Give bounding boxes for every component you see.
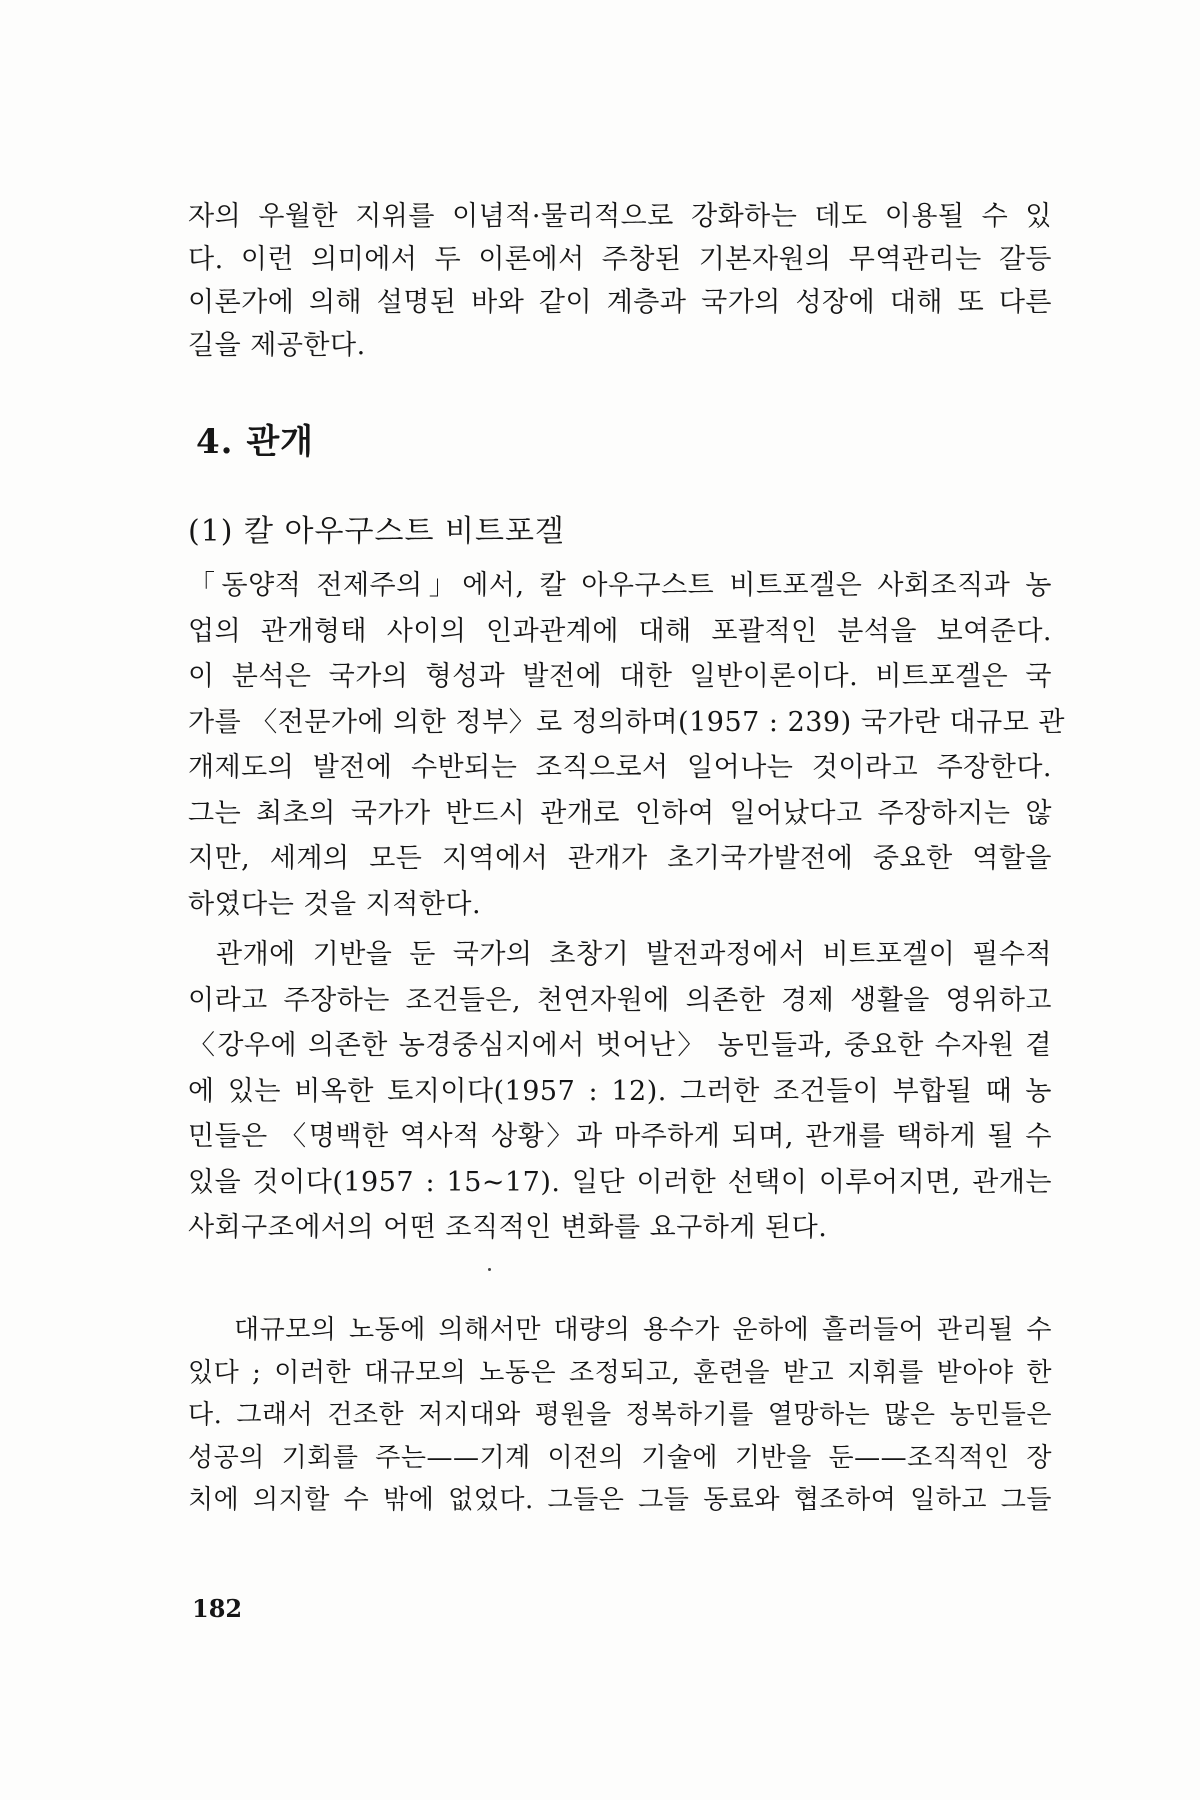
text-line: 「동양적 전제주의」에서, 칼 아우구스트 비트포겔은 사회조직과 농 (188, 570, 1052, 601)
text-line: 다. 이런 의미에서 두 이론에서 주창된 기본자원의 무역관리는 갈등 (188, 244, 1052, 275)
text-line: 있다 ; 이러한 대규모의 노동은 조정되고, 훈련을 받고 지휘를 받아야 한 (188, 1357, 1052, 1388)
subsection-heading: (1) 칼 아우구스트 비트포겔 (188, 514, 565, 549)
text-line: 민들은 〈명백한 역사적 상황〉과 마주하게 되며, 관개를 택하게 될 수 (188, 1121, 1052, 1152)
text-line: 치에 의지할 수 밖에 없었다. 그들은 그들 동료와 협조하여 일하고 그들 (188, 1485, 1052, 1515)
text-line: 이 분석은 국가의 형성과 발전에 대한 일반이론이다. 비트포겔은 국 (188, 661, 1052, 692)
stray-dot (488, 1268, 491, 1271)
text-line: 길을 제공한다. (188, 330, 366, 361)
text-line: 대규모의 노동에 의해서만 대량의 용수가 운하에 흘러들어 관리될 수 (234, 1315, 1052, 1345)
text-line: 가를 〈전문가에 의한 정부〉로 정의하며(1957 : 239) 국가란 대규모 관 (188, 706, 1065, 738)
text-line: 하였다는 것을 지적한다. (188, 888, 482, 920)
text-line: 다. 그래서 건조한 저지대와 평원을 정복하기를 열망하는 많은 농민들은 (188, 1400, 1052, 1430)
page-number: 182 (192, 1594, 243, 1623)
text-line: 자의 우월한 지위를 이념적·물리적으로 강화하는 데도 이용될 수 있 (188, 201, 1052, 232)
text-line: 관개에 기반을 둔 국가의 초창기 발전과정에서 비트포겔이 필수적 (216, 939, 1052, 970)
text-line: 이론가에 의해 설명된 바와 같이 계층과 국가의 성장에 대해 또 다른 (188, 287, 1052, 318)
body-paragraph-1 (188, 563, 1065, 927)
text-line: 지만, 세계의 모든 지역에서 관개가 초기국가발전에 중요한 역할을 (188, 843, 1052, 874)
block-quote (188, 1309, 1052, 1522)
text-line: 그는 최초의 국가가 반드시 관개로 인하여 일어났다고 주장하지는 않 (188, 797, 1052, 829)
text-line: 에 있는 비옥한 토지이다(1957 : 12). 그러한 조건들이 부합될 때 농 (188, 1075, 1052, 1107)
text-line: 개제도의 발전에 수반되는 조직으로서 일어나는 것이라고 주장한다. (188, 752, 1052, 783)
text-line: 성공의 기회를 주는——기계 이전의 기술에 기반을 둔——조직적인 장 (188, 1442, 1052, 1473)
text-line: 〈강우에 의존한 농경중심지에서 벗어난〉 농민들과, 중요한 수자원 곁 (188, 1030, 1052, 1061)
text-line: 이라고 주장하는 조건들은, 천연자원에 의존한 경제 생활을 영위하고 (188, 984, 1052, 1016)
text-line: 있을 것이다(1957 : 15~17). 일단 이러한 선택이 이루어지면, 관개는 (188, 1166, 1052, 1198)
text-line: 업의 관개형태 사이의 인과관계에 대해 포괄적인 분석을 보여준다. (188, 615, 1052, 647)
text-line: 사회구조에서의 어떤 조직적인 변화를 요구하게 된다. (188, 1212, 828, 1243)
body-paragraph-2 (188, 932, 1052, 1251)
section-heading: 4. 관개 (196, 422, 315, 462)
intro-paragraph (188, 195, 1052, 367)
